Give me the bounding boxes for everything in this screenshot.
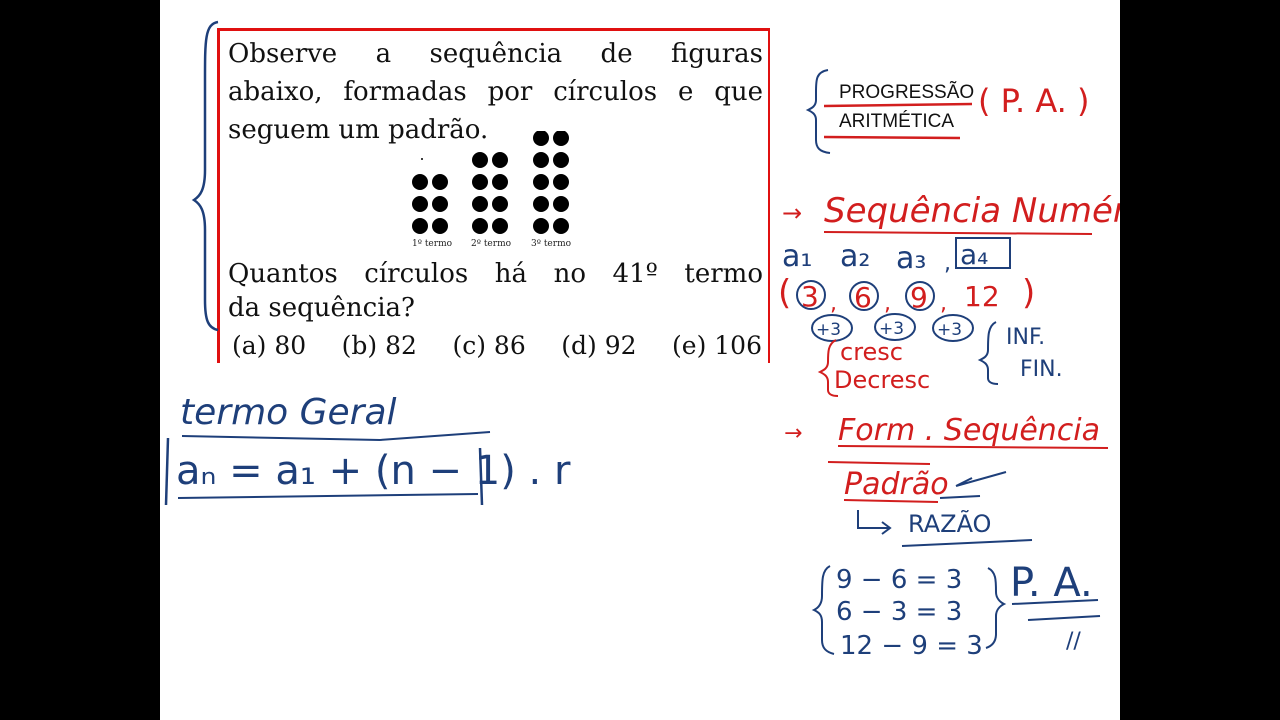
- pa-line-1: PROGRESSÃO: [839, 82, 975, 103]
- comma: ,: [944, 251, 951, 276]
- seq-heading: Sequência Numérica: [824, 191, 1176, 231]
- pa-underline: [824, 104, 972, 106]
- pa-short: P. A.: [1010, 560, 1093, 606]
- arrow-mark-2: →: [784, 421, 803, 446]
- cresc-label: cresc: [840, 338, 903, 366]
- pa-brace: [808, 70, 830, 153]
- term-a4: a₄: [960, 238, 989, 271]
- intro-line: Observe a sequência de figuras: [228, 39, 763, 69]
- value-3: 9: [910, 281, 928, 314]
- check-mark: [956, 472, 1006, 486]
- padrao-label: Padrão: [844, 467, 949, 502]
- termo-geral-title: termo Geral: [180, 392, 397, 433]
- pa-line-2: ARITMÉTICA: [839, 111, 955, 132]
- razao-underline: [902, 540, 1032, 546]
- pa-abbrev: ( P. A. ): [978, 82, 1090, 120]
- paren-open: (: [778, 273, 792, 313]
- question-line: Quantos círculos há no 41º termo: [228, 259, 763, 289]
- term-a1: a₁: [782, 239, 813, 274]
- diff-brace: [814, 566, 834, 654]
- svg-text:,: ,: [940, 291, 947, 316]
- diff-1: 9 − 6 = 3: [836, 565, 963, 595]
- diff-3: 12 − 9 = 3: [840, 631, 983, 661]
- question-line: da sequência?: [228, 293, 415, 323]
- razao-label: RAZÃO: [908, 510, 992, 538]
- increment-2: +3: [879, 319, 905, 339]
- finite-brace: [980, 322, 998, 384]
- handwriting-layer: [160, 0, 1176, 720]
- problem-brace: [194, 22, 218, 330]
- figure-label: 1º termo: [412, 239, 453, 249]
- option-b: (b) 82: [341, 331, 417, 360]
- svg-text:,: ,: [884, 291, 891, 316]
- value-4: 12: [964, 280, 1000, 313]
- term-a2: a₂: [840, 239, 871, 274]
- term-a3: a₃: [896, 241, 927, 276]
- increment-3: +3: [937, 320, 963, 340]
- option-e: (e) 106: [672, 331, 762, 360]
- option-a: (a) 80: [232, 331, 307, 360]
- intro-line: abaixo, formadas por círculos e que: [228, 77, 763, 107]
- padrao-overline: [828, 462, 930, 464]
- formula-box-top: [380, 432, 490, 440]
- increment-1: +3: [816, 320, 842, 340]
- formula-box-bottom: [178, 494, 478, 498]
- svg-text:,: ,: [830, 291, 837, 316]
- finite-label: FIN.: [1020, 357, 1063, 382]
- infinite-label: INF.: [1006, 325, 1046, 350]
- seq-underline: [824, 232, 1092, 234]
- paren-close: ): [1022, 273, 1036, 313]
- pa-underline-2: [824, 137, 960, 138]
- general-term-formula: aₙ = a₁ + (n − 1) . r: [176, 448, 571, 494]
- form-heading: Form . Sequência: [838, 413, 1101, 448]
- value-1: 3: [801, 280, 819, 313]
- whiteboard: [160, 0, 1176, 720]
- decresc-label: Decresc: [834, 366, 931, 394]
- value-2: 6: [854, 281, 872, 314]
- pa-short-underline-2: [1028, 616, 1100, 620]
- arrow-mark: →: [782, 199, 803, 227]
- option-c: (c) 86: [452, 331, 526, 360]
- title-underline: [182, 436, 380, 440]
- diff-brace-right: [986, 568, 1004, 648]
- formula-box-left: [166, 438, 168, 505]
- marks: //: [1066, 629, 1081, 654]
- diff-2: 6 − 3 = 3: [836, 597, 963, 627]
- figure-label: 2º termo: [471, 239, 512, 249]
- intro-line: seguem um padrão.: [228, 115, 489, 145]
- option-d: (d) 92: [561, 331, 637, 360]
- figure-label: 3º termo: [531, 239, 572, 249]
